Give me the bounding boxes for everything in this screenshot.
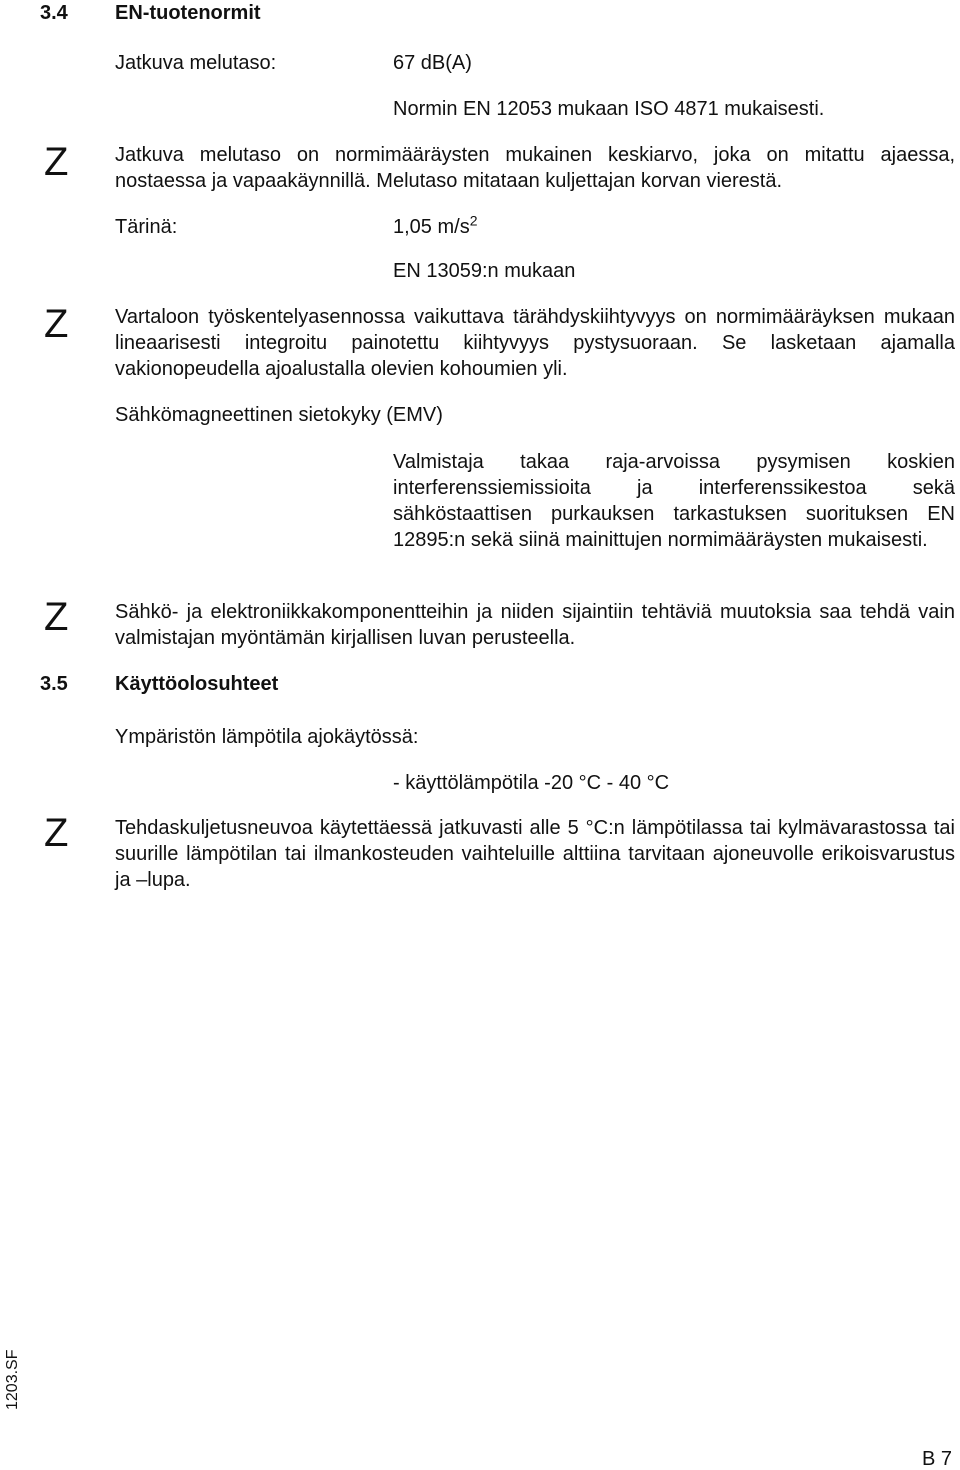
vibration-value-wrap — [393, 214, 478, 240]
z-marker: Z — [44, 811, 69, 855]
vibration-label: Tärinä: — [115, 216, 178, 238]
emc-note: Sähkö- ja elektroniikkakomponentteihin ja niiden sijaintiin tehtäviä muutoksia saa tehdä vain valmistajan myöntämän kirjallisen luvan perusteella. — [115, 601, 955, 649]
vibration-standard: EN 13059:n mukaan — [393, 260, 576, 282]
noise-label: Jatkuva melutaso: — [115, 52, 277, 74]
section-title-3-5: Käyttöolosuhteet — [115, 673, 279, 695]
vibration-value-exponent: 2 — [469, 212, 478, 229]
page-number: B 7 — [922, 1448, 953, 1470]
noise-standard: Normin EN 12053 mukaan ISO 4871 mukaisesti. — [393, 98, 825, 120]
noise-note: Jatkuva melutaso on normimääräysten mukainen keskiarvo, joka on mitattu ajaessa, nostaessa ja vapaakäynnillä. Melutaso mitataan kuljettajan korvan vierestä. — [115, 144, 955, 192]
z-marker: Z — [44, 302, 69, 346]
emc-label: Sähkömagneettinen sietokyky (EMV) — [115, 404, 443, 426]
ambient-note: Tehdaskuljetusneuvoa käytettäessä jatkuvasti alle 5 °C:n lämpötilassa tai kylmävarastossa tai suurille lämpötilan tai ilmankosteuden vaihteluille alttiina tarvitaan ajoneuvolle erikoisvarustus ja –lupa. — [115, 817, 955, 891]
document-code: 1203.SF — [4, 1349, 21, 1410]
vibration-value: 1,05 m/s — [393, 216, 470, 238]
z-marker: Z — [44, 595, 69, 639]
noise-value: 67 dB(A) — [393, 52, 472, 74]
ambient-value: - käyttölämpötila -20 °C - 40 °C — [393, 772, 670, 794]
section-number-3-5: 3.5 — [40, 673, 68, 695]
section-number-3-4: 3.4 — [40, 2, 68, 24]
section-title-3-4: EN-tuotenormit — [115, 2, 261, 24]
emc-text: Valmistaja takaa raja-arvoissa pysymisen koskien interferenssiemissioita ja interferenssikestoa sekä sähköstaattisen purkauksen tarkastuksen suorituksen EN 12895:n sekä siinä mainittujen normimääräysten mukaisesti. — [393, 451, 955, 551]
vibration-note: Vartaloon työskentelyasennossa vaikuttava tärähdyskiihtyvyys on normimääräyksen mukaan lineaarisesti integroitu painotettu kiihtyvyys pystysuoraan. Se lasketaan ajamalla vakionopeudella ajoalustalla olevien kohoumien yli. — [115, 306, 955, 380]
z-marker: Z — [44, 140, 69, 184]
ambient-label: Ympäristön lämpötila ajokäytössä: — [115, 726, 419, 748]
